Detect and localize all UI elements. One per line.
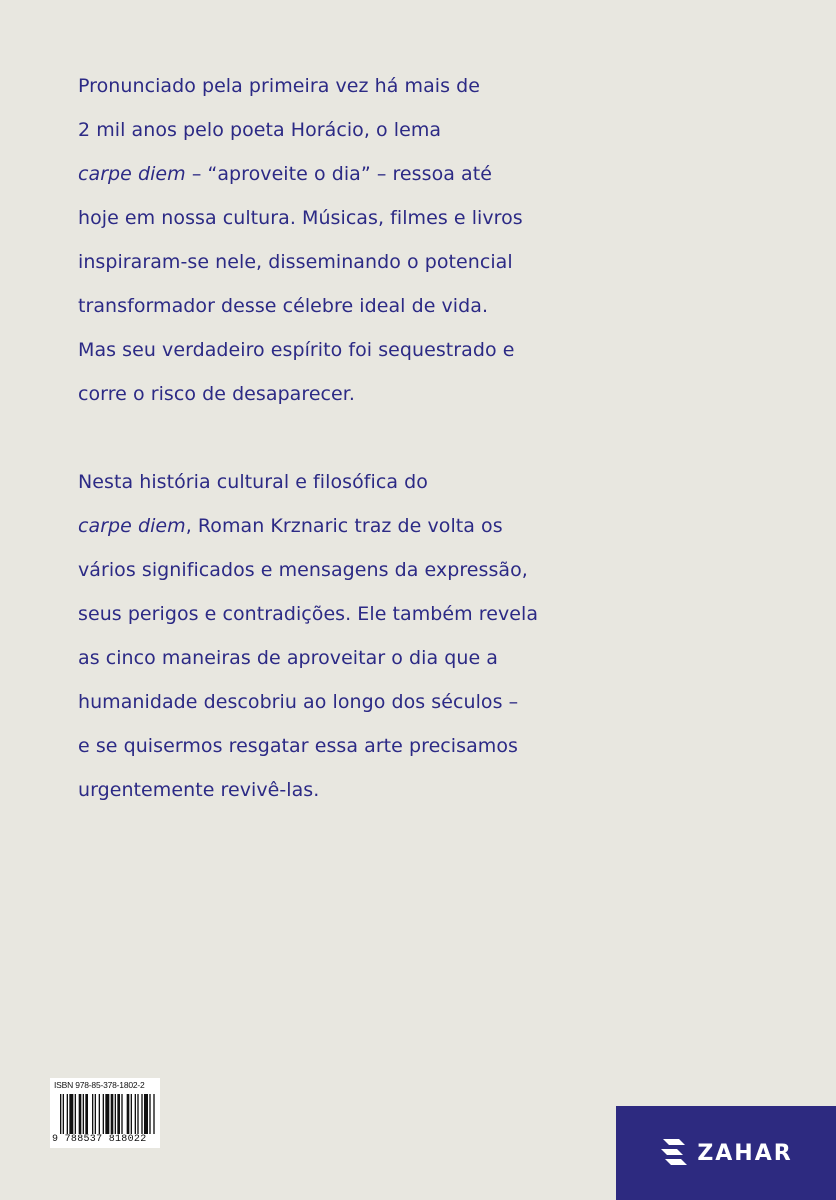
barcode-bar [131, 1094, 132, 1134]
barcode-bar [79, 1094, 82, 1134]
italic-term: carpe diem [78, 515, 186, 537]
barcode-bar [115, 1094, 116, 1134]
barcode-bar [75, 1094, 76, 1134]
barcode-bar [153, 1094, 154, 1134]
publisher-block [616, 1106, 836, 1200]
barcode-digits: 9 788537 818022 [52, 1134, 147, 1145]
barcode-bar [121, 1094, 122, 1134]
text-line: vários significados e mensagens da expressão, [78, 559, 528, 581]
text-line: carpe diem – “aproveite o dia” – ressoa até [78, 163, 492, 185]
barcode-bar [92, 1094, 93, 1134]
back-cover-copy [78, 64, 678, 812]
barcode-bar [83, 1094, 84, 1134]
text-line: urgentemente revivê-las. [78, 779, 320, 801]
text-line: inspiraram-se nele, disseminando o potencial [78, 251, 513, 273]
barcode-bar [95, 1094, 96, 1134]
barcode-bar [85, 1094, 88, 1134]
italic-term: carpe diem [78, 163, 186, 185]
text-line: 2 mil anos pelo poeta Horácio, o lema [78, 119, 442, 141]
isbn-barcode [50, 1078, 160, 1148]
barcode-bar [137, 1094, 138, 1134]
text-line: humanidade descobriu ao longo dos séculos – [78, 691, 519, 713]
barcode-bars [60, 1094, 156, 1134]
barcode-bar [144, 1094, 148, 1134]
barcode-bar [69, 1094, 73, 1134]
barcode-bar [135, 1094, 136, 1134]
barcode-bar [117, 1094, 120, 1134]
barcode-bar [60, 1094, 61, 1134]
text-line: hoje em nossa cultura. Músicas, filmes e livros [78, 207, 523, 229]
barcode-bar [67, 1094, 68, 1134]
publisher-logo [659, 1135, 792, 1171]
text-line: corre o risco de desaparecer. [78, 383, 355, 405]
text-line: Nesta história cultural e filosófica do [78, 471, 428, 493]
isbn-label: ISBN 978-85-378-1802-2 [54, 1080, 145, 1090]
barcode-bar [111, 1094, 114, 1134]
barcode-bar [103, 1094, 104, 1134]
barcode-bar [99, 1094, 100, 1134]
barcode-bar [127, 1094, 130, 1134]
barcode-bar [63, 1094, 64, 1134]
text-line: seus perigos e contradições. Ele também revela [78, 603, 539, 625]
text-line: transformador desse célebre ideal de vida. [78, 295, 489, 317]
paragraph-1 [78, 64, 678, 416]
zahar-logo-mark-icon [659, 1135, 689, 1171]
publisher-name: ZAHAR [697, 1140, 793, 1166]
barcode-bar [141, 1094, 142, 1134]
text-line: as cinco maneiras de aproveitar o dia que a [78, 647, 498, 669]
text-line: Pronunciado pela primeira vez há mais de [78, 75, 480, 97]
text-line: carpe diem, Roman Krznaric traz de volta os [78, 515, 503, 537]
barcode-bar [149, 1094, 150, 1134]
text-line: e se quisermos resgatar essa arte precisamos [78, 735, 518, 757]
barcode-bar [105, 1094, 109, 1134]
text-line: Mas seu verdadeiro espírito foi sequestrado e [78, 339, 515, 361]
paragraph-2 [78, 460, 678, 812]
